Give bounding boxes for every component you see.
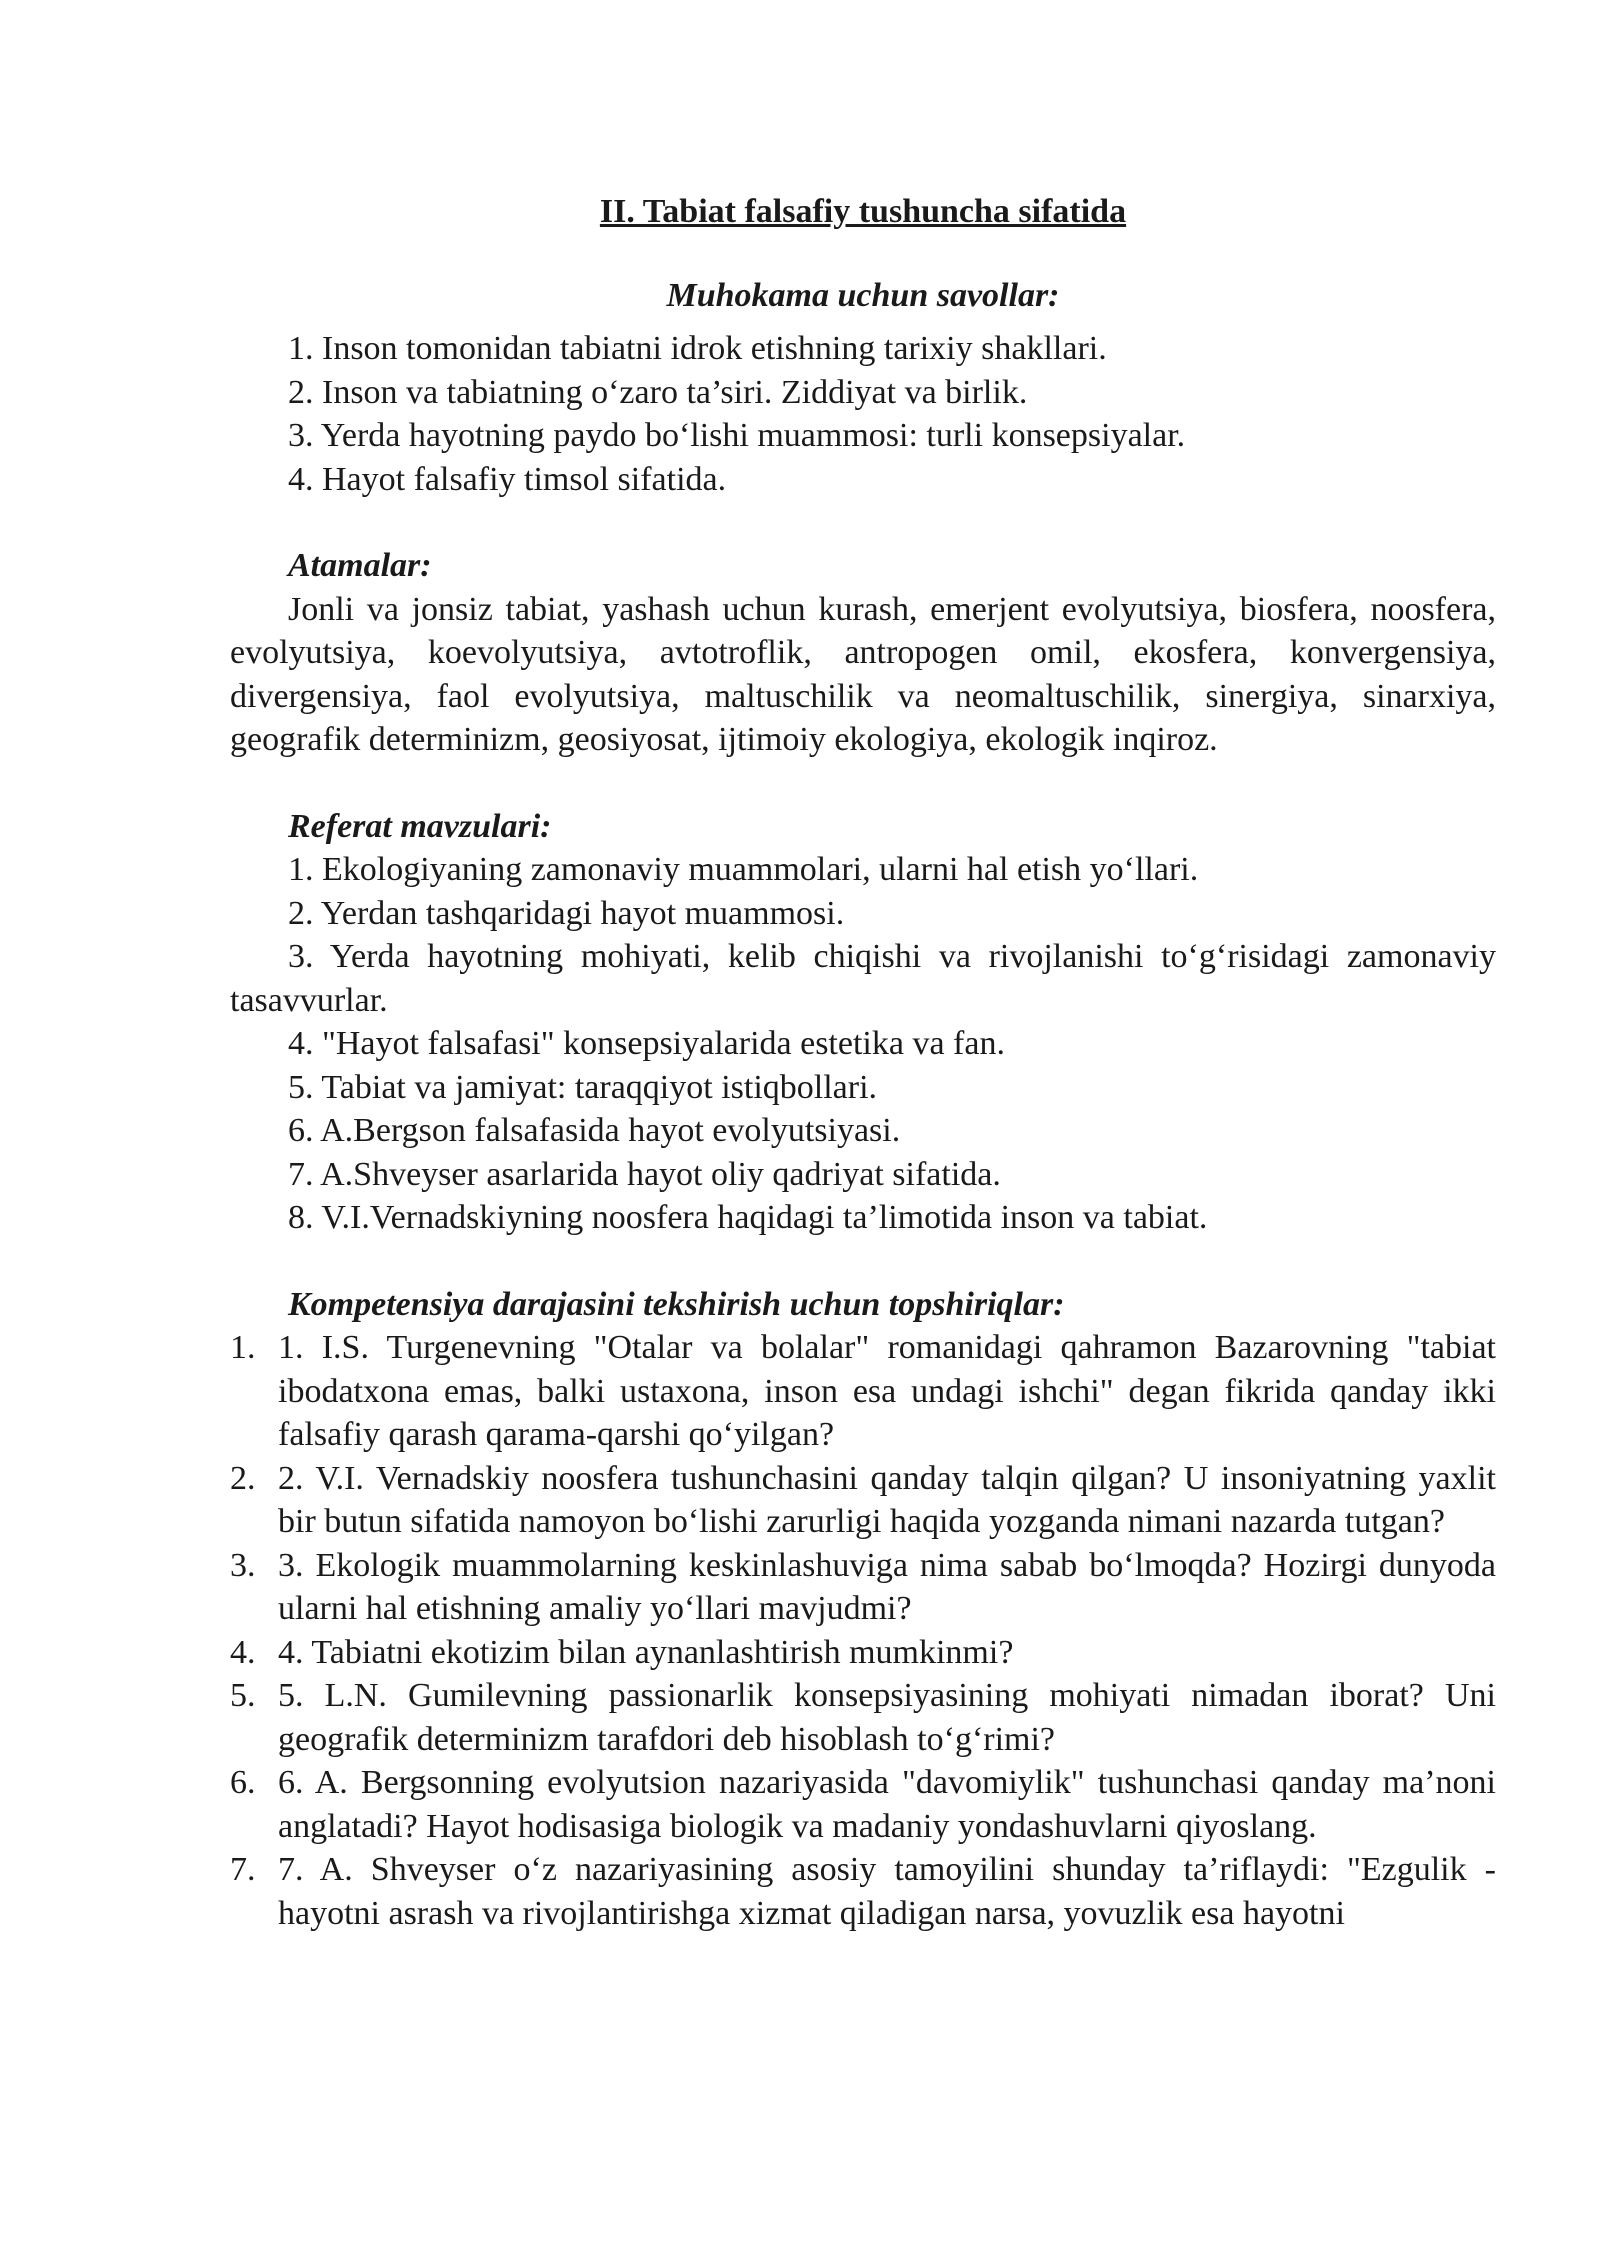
task-item bbox=[230, 1631, 1496, 1675]
task-item bbox=[230, 1761, 1496, 1848]
task-number: 6. bbox=[230, 1764, 256, 1801]
terms-heading: Atamalar: bbox=[288, 547, 432, 584]
task-number: 5. bbox=[230, 1677, 256, 1714]
task-number: 4. bbox=[230, 1633, 256, 1671]
task-number: 3. bbox=[230, 1546, 256, 1584]
essays-list bbox=[230, 848, 1496, 1240]
essay-item: 1. Ekologiyaning zamonaviy muammolari, ularni hal etish yo‘llari. bbox=[288, 851, 1199, 888]
essay-item: 4. "Hayot falsafasi" konsepsiyalarida estetika va fan. bbox=[288, 1025, 1005, 1062]
task-number: 1. bbox=[230, 1329, 256, 1366]
document-page bbox=[230, 190, 1496, 1935]
task-text: 6. A. Bergsonning evolyutsion nazariyasida "davomiylik" tushunchasi qanday ma’noni anglatadi? Hayot hodisasiga biologik va madaniy yondashuvlarni qiyoslang. bbox=[278, 1764, 1496, 1845]
task-text: 5. L.N. Gumilevning passionarlik konsepsiyasining mohiyati nimadan iborat? Uni geografik determinizm tarafdori deb hisoblash to‘g‘rimi? bbox=[278, 1677, 1496, 1758]
discussion-list bbox=[230, 327, 1496, 501]
essay-item: 5. Tabiat va jamiyat: taraqqiyot istiqbollari. bbox=[288, 1068, 878, 1106]
discussion-item: 3. Yerda hayotning paydo bo‘lishi muammosi: turli konsepsiyalar. bbox=[288, 417, 1186, 454]
essay-item: 2. Yerdan tashqaridagi hayot muammosi. bbox=[288, 894, 845, 932]
task-text: 7. A. Shveyser o‘z nazariyasining asosiy tamoyilini shunday ta’riflaydi: "Ezgulik - hayotni asrash va rivojlantirishga xizmat qiladigan narsa, yovuzlik esa hayotni bbox=[278, 1851, 1496, 1932]
task-text: 2. V.I. Vernadskiy noosfera tushunchasini qanday talqin qilgan? U insoniyatning yaxlit bir butun sifatida namoyon bo‘lishi zarurligi haqida yozganda nimani nazarda tutgan? bbox=[278, 1459, 1496, 1540]
task-item bbox=[230, 1674, 1496, 1761]
task-number: 2. bbox=[230, 1459, 256, 1497]
task-text: 3. Ekologik muammolarning keskinlashuviga nima sabab bo‘lmoqda? Hozirgi dunyoda ularni hal etishning amaliy yo‘llari mavjudmi? bbox=[278, 1546, 1496, 1627]
essay-item: 7. A.Shveyser asarlarida hayot oliy qadriyat sifatida. bbox=[288, 1155, 1001, 1193]
discussion-item: 2. Inson va tabiatning o‘zaro ta’siri. Ziddiyat va birlik. bbox=[288, 373, 1028, 411]
discussion-item: 4. Hayot falsafiy timsol sifatida. bbox=[288, 460, 727, 498]
essays-heading: Referat mavzulari: bbox=[288, 807, 552, 845]
page-title: II. Tabiat falsafiy tushuncha sifatida bbox=[599, 193, 1127, 230]
tasks-list bbox=[230, 1326, 1496, 1935]
task-number: 7. bbox=[230, 1851, 256, 1888]
task-text: 4. Tabiatni ekotizim bilan aynanlashtirish mumkinmi? bbox=[278, 1633, 1014, 1671]
task-item bbox=[230, 1544, 1496, 1631]
discussion-heading: Muhokama uchun savollar: bbox=[666, 276, 1060, 314]
task-text: 1. I.S. Turgenevning "Otalar va bolalar" romanidagi qahramon Bazarovning "tabiat ibodatxona emas, balki ustaxona, inson esa undagi ishchi" degan fikrida qanday ikki falsafiy qarash qarama-qarshi qo‘yilgan? bbox=[278, 1329, 1496, 1453]
essay-item: 8. V.I.Vernadskiyning noosfera haqidagi ta’limotida inson va tabiat. bbox=[288, 1199, 1208, 1236]
essay-item: 3. Yerda hayotning mohiyati, kelib chiqishi va rivojlanishi to‘g‘risidagi zamonaviy tasavvurlar. bbox=[230, 938, 1496, 1019]
task-item bbox=[230, 1848, 1496, 1935]
terms-paragraph: Jonli va jonsiz tabiat, yashash uchun kurash, emerjent evolyutsiya, biosfera, noosfera, evolyutsiya, koevolyutsiya, avtotroflik, antropogen omil, ekosfera, konvergensiya, divergensiya, faol evolyutsiya, maltuschilik va neomaltuschilik, sinergiya, sinarxiya, geografik determinizm, geosiyosat, ijtimoiy ekologiya, ekologik inqiroz. bbox=[230, 590, 1496, 758]
tasks-heading: Kompetensiya darajasini tekshirish uchun topshiriqlar: bbox=[288, 1285, 1065, 1323]
task-item bbox=[230, 1457, 1496, 1544]
essay-item: 6. A.Bergson falsafasida hayot evolyutsiyasi. bbox=[288, 1112, 901, 1149]
task-item bbox=[230, 1326, 1496, 1457]
discussion-item: 1. Inson tomonidan tabiatni idrok etishning tarixiy shakllari. bbox=[288, 330, 1107, 367]
